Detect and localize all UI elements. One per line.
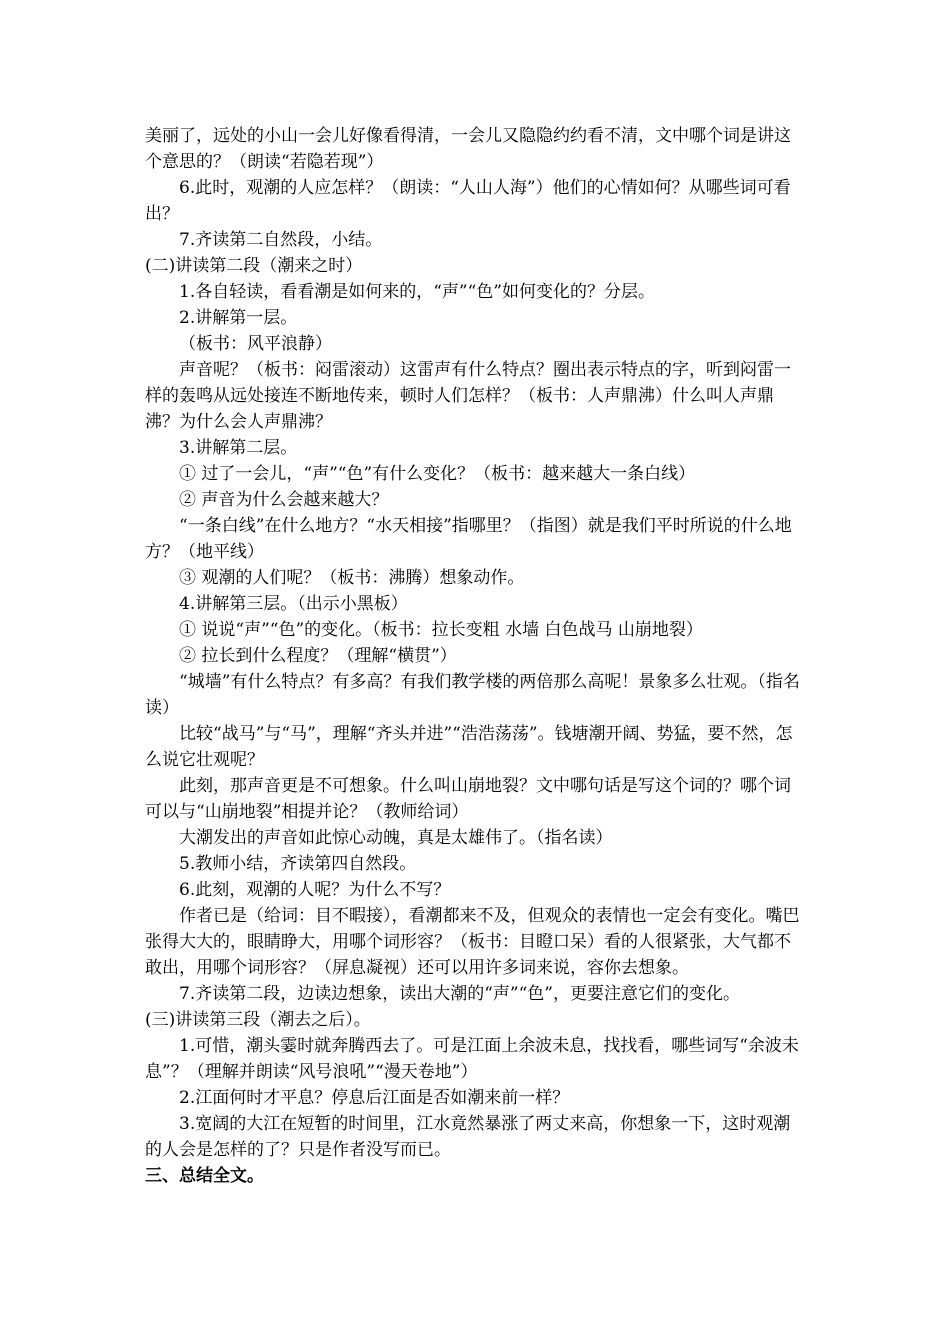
- paragraph: 7.齐读第二段，边读边想象，读出大潮的“声”“色”，更要注意它们的变化。: [179, 984, 740, 1004]
- paragraph: 3.讲解第二层。: [179, 438, 298, 458]
- paragraph: 3.宽阔的大江在短暂的时间里，江水竟然暴涨了两丈来高，你想象一下，这时观潮的人会是怎样的了？只是作者没写而已。: [145, 1114, 791, 1160]
- paragraph: ③ 观潮的人们呢？（板书：沸腾）想象动作。: [179, 568, 525, 588]
- paragraph: 2.江面何时才平息？停息后江面是否如潮来前一样？: [179, 1088, 570, 1108]
- paragraph: 1.可惜，潮头霎时就奔腾西去了。可是江面上余波未息，找找看，哪些词写“余波未息”？（理解并朗读“风号浪吼”“漫天卷地”）: [145, 1036, 799, 1082]
- paragraph: （板书：风平浪静）: [179, 334, 332, 354]
- paragraph: 比较“战马”与“马”，理解“齐头并进”“浩浩荡荡”。钱塘潮开阔、势猛，要不然，怎么说它壮观呢？: [145, 724, 793, 770]
- paragraph: “一条白线”在什么地方？“水天相接”指哪里？（指图）就是我们平时所说的什么地方？（地平线）: [145, 516, 792, 562]
- paragraph: 6.此刻，观潮的人呢？为什么不写？: [179, 880, 451, 900]
- paragraph: 作者已是（给词：目不暇接），看潮都来不及，但观众的表情也一定会有变化。嘴巴张得大大的，眼睛睁大，用哪个词形容？（板书：目瞪口呆）看的人很紧张，大气都不敢出，用哪个词形容？（屏息凝视）还可以用许多词来说，容你去想象。: [145, 906, 800, 978]
- paragraph: 5.教师小结，齐读第四自然段。: [179, 854, 417, 874]
- paragraph: 1.各自轻读，看看潮是如何来的，“声”“色”如何变化的？分层。: [179, 282, 655, 302]
- paragraph: 7.齐读第二自然段，小结。: [179, 230, 383, 250]
- paragraph: ① 说说“声”“色”的变化。（板书：拉长变粗 水墙 白色战马 山崩地裂）: [179, 620, 703, 640]
- document-body: [145, 123, 805, 1189]
- paragraph: 此刻，那声音更是不可想象。什么叫山崩地裂？文中哪句话是写这个词的？哪个词可以与“山崩地裂”相提并论？（教师给词）: [145, 776, 791, 822]
- paragraph: ② 声音为什么会越来越大？: [179, 490, 389, 510]
- paragraph: 大潮发出的声音如此惊心动魄，真是太雄伟了。（指名读）: [179, 828, 613, 848]
- paragraph: 美丽了，远处的小山一会儿好像看得清，一会儿又隐隐约约看不清，文中哪个词是讲这个意思的？（朗读“若隐若现”）: [145, 126, 791, 172]
- paragraph: 声音呢？（板书：闷雷滚动）这雷声有什么特点？圈出表示特点的字，听到闷雷一样的轰鸣从远处接连不断地传来，顿时人们怎样？（板书：人声鼎沸）什么叫人声鼎沸？为什么会人声鼎沸？: [145, 360, 791, 432]
- section-heading-bold: 三、总结全文。: [145, 1166, 264, 1186]
- paragraph: 6.此时，观潮的人应怎样？（朗读：“人山人海”）他们的心情如何？从哪些词可看出？: [145, 178, 791, 224]
- section-heading: (二)讲读第二段（潮来之时）: [145, 256, 363, 276]
- paragraph: ② 拉长到什么程度？（理解“横贯”）: [179, 646, 457, 666]
- paragraph: 2.讲解第一层。: [179, 308, 298, 328]
- paragraph: “城墙”有什么特点？有多高？有我们教学楼的两倍那么高呢！景象多么壮观。（指名读）: [145, 672, 800, 718]
- paragraph: 4.讲解第三层。（出示小黑板）: [179, 594, 408, 614]
- section-heading: (三)讲读第三段（潮去之后）。: [145, 1010, 371, 1030]
- paragraph: ① 过了一会儿，“声”“色”有什么变化？（板书：越来越大一条白线）: [179, 464, 696, 484]
